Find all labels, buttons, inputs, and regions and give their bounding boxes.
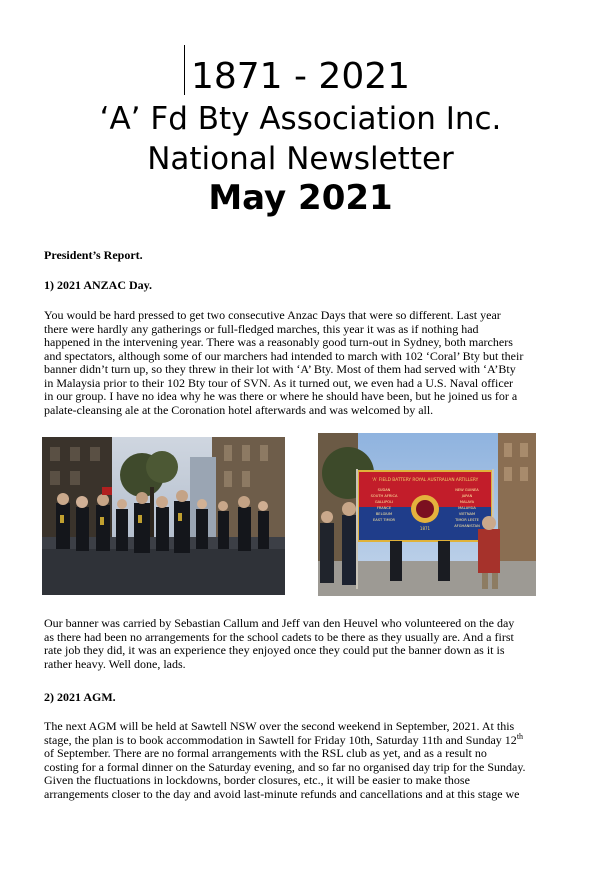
section1-heading: 1) 2021 ANZAC Day. (44, 278, 153, 292)
banner-honour: TIMOR LESTE (455, 518, 479, 522)
banner-honour: SUDAN (377, 488, 391, 492)
banner-crest-year: 1871 (419, 526, 431, 531)
text-line: in our group. I have no idea why he was there or where he should have been, but he joined us for a (44, 389, 518, 403)
text-line: rather heavy. Well done, lads. (44, 656, 186, 671)
section1-paragraph1 (44, 309, 564, 417)
text-line: You would be hard pressed to get two consecutive Anzac Days that were so different. Last year (44, 308, 501, 322)
section2-heading: 2) 2021 AGM. (44, 690, 116, 704)
section1-paragraph2 (44, 617, 564, 671)
text-line: stage, the plan is to book accommodation in Sawtell for Friday 10th, Saturday 11th and Sunday 12th (44, 731, 524, 747)
text-line: as there had been no arrangements for the school cadets to be there as they usually are. And a first (44, 629, 514, 644)
banner-honour: NEW GUINEA (455, 488, 479, 492)
header-newsletter: National Newsletter (147, 141, 454, 177)
banner-photo (318, 433, 536, 596)
banner-honour: MALAYA (459, 500, 475, 504)
header-years: 1871 - 2021 (190, 56, 411, 97)
section2-paragraph (44, 720, 564, 801)
report-title: President’s Report. (44, 248, 143, 262)
banner-honour: BELGIUM (375, 512, 393, 516)
text-line: costing for a formal dinner on the Saturday evening, and so far no organised day trip for the Sunday. (44, 759, 526, 774)
text-line: and spectators, although some of our marchers had intended to march with 102 ‘Coral’ Bty but their (44, 348, 524, 363)
banner-honour: GALLIPOLI (374, 500, 394, 504)
banner-honour: AFGHANISTAN (454, 524, 480, 528)
text-line: there were hardly any gatherings or full-fledged marches, this year it was as if nothing had (44, 321, 479, 336)
text-line: banner didn’t turn up, so they threw in their lot with ‘A’ Bty. Most of them had served with ‘A’Bty (44, 362, 516, 376)
banner-honour: EAST TIMOR (372, 518, 396, 522)
text-line: Our banner was carried by Sebastian Callum and Jeff van den Heuvel who volunteered on the day (44, 616, 515, 630)
anzac-march-photo (42, 437, 285, 595)
banner-honour: VIETNAM (458, 512, 476, 516)
text-line: rate job they did, it was an experience they enjoyed once they could put the banner down as it is (44, 643, 505, 657)
banner-honour: FRANCE (376, 506, 392, 510)
header-issue: May 2021 (208, 178, 393, 218)
text-line: arrangements closer to the day and avoid last-minute refunds and cancellations and at this stage we (44, 786, 520, 801)
header-association: ‘A’ Fd Bty Association Inc. (99, 101, 502, 137)
text-line: Given the fluctuations in lockdowns, border closures, etc., it will be easier to make those (44, 773, 470, 787)
text-line: of September. There are no formal arrangements with the RSL club as yet, and as a result no (44, 746, 487, 760)
banner-honour: JAPAN (461, 494, 473, 498)
superscript: th (516, 731, 524, 741)
text-line: The next AGM will be held at Sawtell NSW over the second weekend in September, 2021. At this (44, 719, 515, 733)
banner-honour: SOUTH AFRICA (370, 494, 398, 498)
text-line: in Malaysia prior to their 102 Bty tour of SVN. As it turned out, we even had a U.S. Naval officer (44, 375, 514, 390)
text-line: palate-cleansing ale at the Coronation hotel afterwards and was welcomed by all. (44, 402, 434, 417)
banner-title: ‘A’ FIELD BATTERY ROYAL AUSTRALIAN ARTILLERY (371, 478, 479, 483)
banner-honour: MALAYSIA (458, 506, 476, 510)
text-line: happened in the intervening year. There was a reasonably good turn-out in Sydney, both marchers (44, 335, 513, 349)
